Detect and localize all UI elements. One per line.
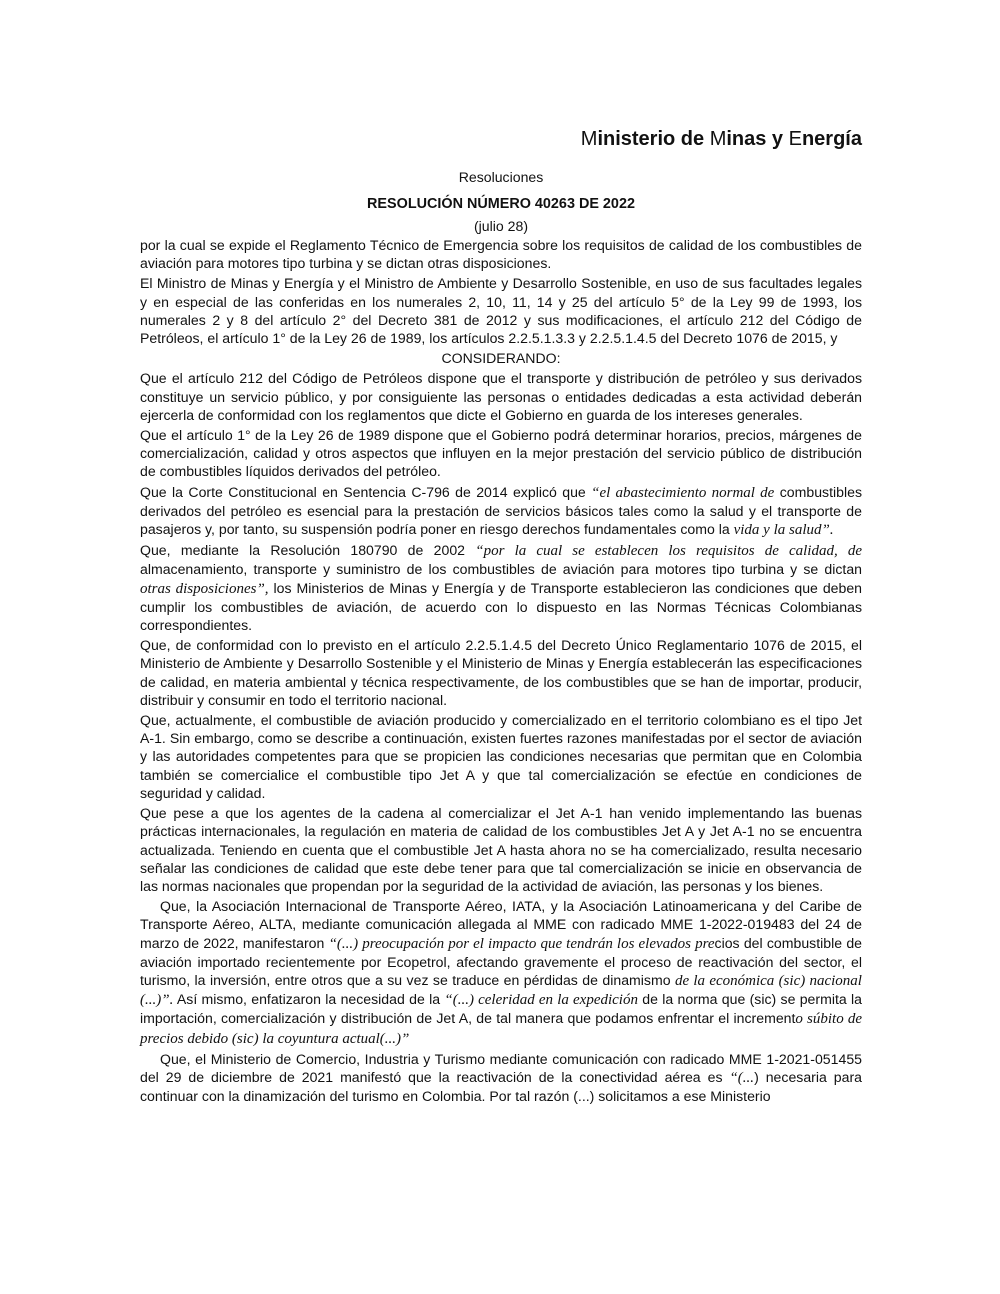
resolution-title: RESOLUCIÓN NÚMERO 40263 DE 2022 bbox=[367, 196, 635, 212]
considerando-paragraph-2: Que el artículo 1° de la Ley 26 de 1989 dispone que el Gobierno podrá determinar horarios, precios, márgenes de comercialización, calidad y otros aspectos que influyen en la mejor prestación del servicio público de distribución de combustibles líquidos derivados del petróleo. bbox=[140, 427, 862, 480]
text-run: Que, el Ministerio de Comercio, Industria y Turismo mediante comunicación con radicado MME 1-2021-051455 del 29 de diciembre de 2021 manifestó que la reactivación de la conectividad aérea es bbox=[140, 1050, 862, 1085]
text-run: ) necesaria para continuar con la dinamización del turismo en Colombia. Por tal razón (...) solicitamos a ese Ministerio bbox=[140, 1068, 863, 1105]
quote-run: “por la cual se establecen los requisitos de calidad, de bbox=[475, 543, 862, 560]
text-run: almacenamiento, transporte y suministro de los combustibles de aviación para motores tipo turbina y se dictan bbox=[140, 561, 862, 578]
ministry-initial-m: M bbox=[580, 128, 598, 150]
ministry-text-3: nergía bbox=[801, 128, 862, 150]
considerando-paragraph-8 bbox=[140, 897, 862, 1048]
text-run: Que, mediante la Resolución 180790 de 2002 bbox=[140, 542, 476, 559]
text-run: Que, la Asociación Internacional de Transporte Aéreo, IATA, y la Asociación Latinoamericana y del Caribe de Transporte Aéreo, ALTA, mediante comunicación allegada al MME con radicado MME 1-2022-019483 del 24 de marzo de 2022, manifestaron bbox=[140, 898, 862, 951]
considerando-paragraph-3 bbox=[140, 483, 862, 540]
ministry-header bbox=[581, 130, 862, 148]
document-body bbox=[140, 236, 862, 1107]
text-run: de la norma que (sic) se permita la importación, comercialización y distribución de Jet A, de tal manera que podamos enfrentar el increment bbox=[140, 991, 862, 1027]
text-run: combustibles derivados del petróleo es esencial para la prestación de servicios básicos tales como la salud y el transporte de pasajeros y, por tanto, su suspensión podría poner en riesgo derechos fundamentales como la bbox=[140, 483, 862, 538]
text-run: cios del combustible de aviación importado recientemente por Ecopetrol, afectando gravemente el proceso de reactivación del sector, el turismo, la inversión, entre otros que a su vez se traduce en pérdidas de dinamismo bbox=[140, 934, 863, 988]
considerando-paragraph-9 bbox=[140, 1050, 862, 1106]
considerando-paragraph-6: Que, actualmente, el combustible de aviación producido y comercializado en el territorio colombiano es el tipo Jet A-1. Sin embargo, como se describe a continuación, existen fuertes razones manifestadas por el sector de aviación y las autoridades competentes para que se propicien las condiciones necesarias que permitan que en Colombia también se comercialice el combustible tipo Jet A y que tal comercialización se efectúe en condiciones de seguridad y calidad. bbox=[140, 712, 862, 801]
preamble-paragraph: El Ministro de Minas y Energía y el Ministro de Ambiente y Desarrollo Sostenible, en uso de sus facultades legales y en especial de las conferidas en los numerales 2, 10, 11, 14 y 25 del artículo 5° de la Ley 99 de 1993, los numerales 2 y 8 del artículo 2° del Decreto 381 de 2012 y sus modificaciones, el artículo 212 del Código de Petróleos, el artículo 1° de la Ley 26 de 1989, los artículos 2.2.5.1.3.3 y 2.2.5.1.4.5 del Decreto 1076 de 2015, y bbox=[140, 275, 862, 347]
considerando-heading: CONSIDERANDO: bbox=[441, 350, 561, 367]
considerando-paragraph-1: Que el artículo 212 del Código de Petróleos dispone que el transporte y distribución de petróleo y sus derivados constituye un servicio público, y por consiguiente las personas o entidades dedicadas a esta actividad deberán ejercerla de conformidad con los reglamentos que dicte el Gobierno en guarda de los intereses generales. bbox=[140, 370, 862, 423]
considerando-paragraph-5: Que, de conformidad con lo previsto en el artículo 2.2.5.1.4.5 del Decreto Único Reglamentario 1076 de 2015, el Ministerio de Ambiente y Desarrollo Sostenible y el Ministerio de Minas y Energía establecerán las especificaciones de calidad, en materia ambiental y técnica respectivamente, de los combustibles que se han de importar, producir, distribuir y consumir en todo el territorio nacional. bbox=[140, 637, 862, 708]
quote-run: de la económica (sic) nacional (...)”. bbox=[140, 972, 862, 1009]
ministry-initial-m2: M bbox=[709, 128, 727, 150]
quote-run: “(... bbox=[729, 1069, 755, 1086]
section-label: Resoluciones bbox=[458, 169, 544, 185]
ministry-text: inisterio de bbox=[597, 128, 710, 150]
text-run: Que la Corte Constitucional en Sentencia C-796 de 2014 explicó que bbox=[140, 483, 592, 500]
ministry-text-2: inas y bbox=[726, 128, 789, 150]
quote-run: “el abastecimiento normal de bbox=[591, 484, 775, 501]
resolution-date: (julio 28) bbox=[473, 218, 529, 234]
considerando-paragraph-7: Que pese a que los agentes de la cadena al comercializar el Jet A-1 han venido implementando las buenas prácticas internacionales, la regulación en materia de calidad de los combustibles Jet A y Jet A-1 no se encuentra actualizada. Teniendo en cuenta que el combustible Jet A hasta ahora no se ha comercializado, resulta necesario señalar las condiciones de calidad que este debe tener para que tal comercialización se inicie en observancia de las normas nacionales que propendan por la seguridad de la actividad de aviación, las personas y los bienes. bbox=[140, 805, 862, 894]
quote-run: “(...) celeridad en la expedición bbox=[444, 992, 638, 1009]
ministry-initial-e: E bbox=[788, 128, 802, 150]
text-run: Así mismo, enfatizaron la necesidad de la bbox=[173, 991, 445, 1008]
quote-run: o súbito de precios debido (sic) la coyuntura actual(...)” bbox=[140, 1011, 862, 1047]
quote-run: “(...) preocupación por el impacto que tendrán los elevados pre bbox=[328, 935, 715, 952]
considerando-paragraph-4 bbox=[140, 541, 862, 634]
text-run: los Ministerios de Minas y Energía y de Transporte establecieron las condiciones que deben cumplir los combustibles de aviación, de acuerdo con lo dispuesto en las Normas Técnicas Colombianas correspondientes. bbox=[140, 579, 863, 634]
quote-run: vida y la salud”. bbox=[733, 522, 834, 539]
resolution-summary: por la cual se expide el Reglamento Técnico de Emergencia sobre los requisitos de calidad de los combustibles de aviación para motores tipo turbina y se dictan otras disposiciones. bbox=[140, 237, 862, 272]
quote-run: otras disposiciones”, bbox=[140, 580, 269, 597]
